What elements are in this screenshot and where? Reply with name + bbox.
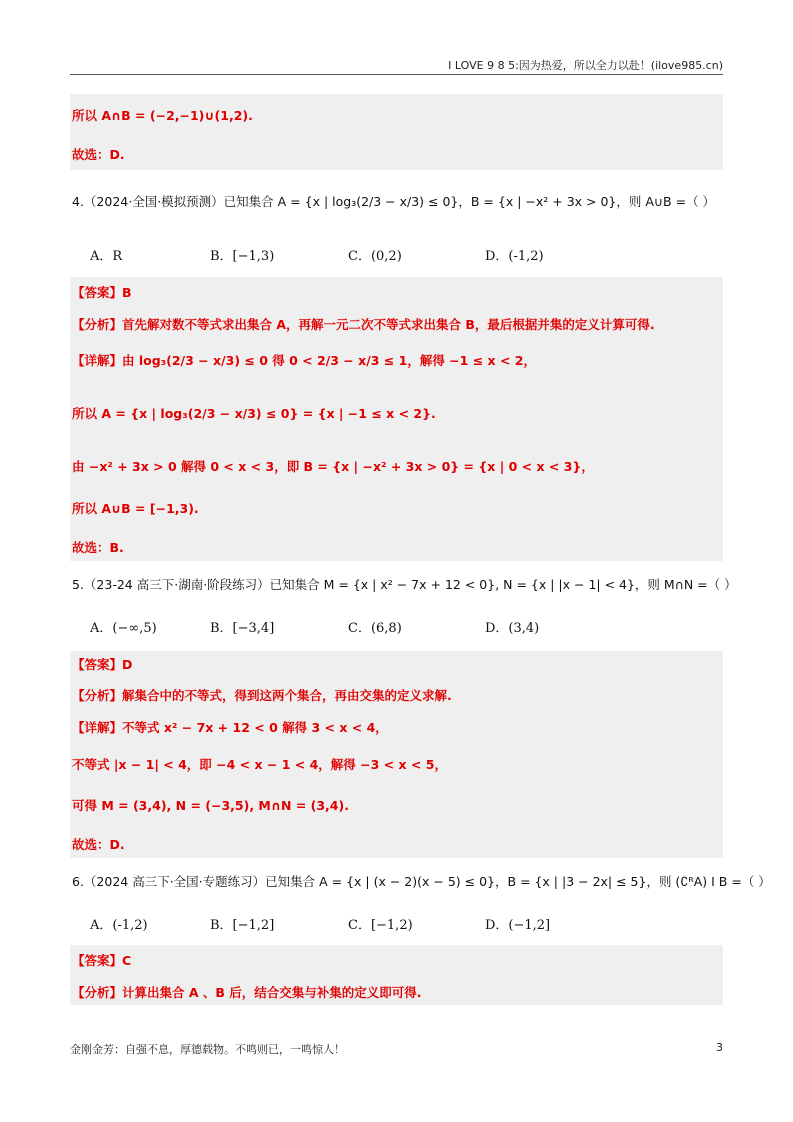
q4-detail-1: 【详解】由 log₃(2/3 − x/3) ≤ 0 得 0 < 2/3 − x/3 ≤ 1，解得 −1 ≤ x < 2， — [72, 353, 536, 368]
q5-options — [90, 617, 710, 637]
q4-option-c[interactable]: C．(0,2) — [348, 249, 402, 264]
footer-motto: 金刚金芳：自强不息，厚德载物。不鸣则已，一鸣惊人！ — [70, 1043, 345, 1056]
q4-analysis: 【分析】首先解对数不等式求出集合 A，再解一元二次不等式求出集合 B，最后根据并集的定义计算可得. — [72, 317, 655, 332]
q4-option-b[interactable]: B．[−1,3) — [210, 249, 275, 264]
q6-option-c[interactable]: C．[−1,2) — [348, 918, 413, 933]
prev-choice: 故选：D. — [72, 147, 125, 162]
q4-option-d[interactable]: D．(-1,2) — [485, 249, 544, 264]
q4-detail-4: 所以 A∪B = [−1,3). — [72, 501, 199, 516]
q5-option-b[interactable]: B．[−3,4] — [210, 621, 275, 636]
q5-answer: 【答案】D — [72, 657, 133, 672]
q6-options — [90, 914, 710, 934]
prev-conclusion: 所以 A∩B = (−2,−1)∪(1,2). — [72, 108, 253, 123]
q5-option-d[interactable]: D．(3,4) — [485, 621, 540, 636]
page-header: I LOVE 9 8 5:因为热爱，所以全力以赴！(ilove985.cn) — [448, 59, 723, 72]
q4-answer: 【答案】B — [72, 285, 132, 300]
header-divider — [70, 74, 723, 75]
q5-analysis: 【分析】解集合中的不等式，得到这两个集合，再由交集的定义求解. — [72, 688, 452, 703]
q6-option-a[interactable]: A．(-1,2) — [90, 918, 148, 933]
q4-detail-2: 所以 A = {x | log₃(2/3 − x/3) ≤ 0} = {x | −1 ≤ x < 2}. — [72, 406, 436, 421]
q6-analysis: 【分析】计算出集合 A 、B 后，结合交集与补集的定义即可得. — [72, 985, 422, 1000]
q6-option-d[interactable]: D．(−1,2] — [485, 918, 551, 933]
q6-stem: 6.（2024 高三下·全国·专题练习）已知集合 A = {x | (x − 2)(x − 5) ≤ 0}，B = {x | |3 − 2x| ≤ 5}，则 (∁ᴿA) I B =（ ） — [72, 874, 771, 889]
q6-answer: 【答案】C — [72, 953, 132, 968]
q4-choice: 故选：B. — [72, 540, 124, 555]
q4-stem: 4.（2024·全国·模拟预测）已知集合 A = {x | log₃(2/3 − x/3) ≤ 0}，B = {x | −x² + 3x > 0}，则 A∪B =（ ） — [72, 194, 716, 209]
q4-options — [90, 245, 710, 265]
q6-option-b[interactable]: B．[−1,2] — [210, 918, 275, 933]
q5-detail-2: 不等式 |x − 1| < 4，即 −4 < x − 1 < 4，解得 −3 < x < 5， — [72, 757, 447, 772]
q5-stem: 5.（23-24 高三下·湖南·阶段练习）已知集合 M = {x | x² − 7x + 12 < 0}, N = {x | |x − 1| < 4}，则 M∩N =（ ） — [72, 577, 737, 592]
q5-choice: 故选：D. — [72, 837, 125, 852]
q5-option-c[interactable]: C．(6,8) — [348, 621, 402, 636]
q5-option-a[interactable]: A．(−∞,5) — [90, 621, 157, 636]
page-number: 3 — [716, 1041, 723, 1054]
q4-detail-3: 由 −x² + 3x > 0 解得 0 < x < 3，即 B = {x | −x² + 3x > 0} = {x | 0 < x < 3}， — [72, 459, 594, 474]
q5-detail-1: 【详解】不等式 x² − 7x + 12 < 0 解得 3 < x < 4， — [72, 720, 388, 735]
q4-option-a[interactable]: A．R — [90, 249, 123, 264]
q5-detail-3: 可得 M = (3,4), N = (−3,5), M∩N = (3,4). — [72, 798, 349, 813]
